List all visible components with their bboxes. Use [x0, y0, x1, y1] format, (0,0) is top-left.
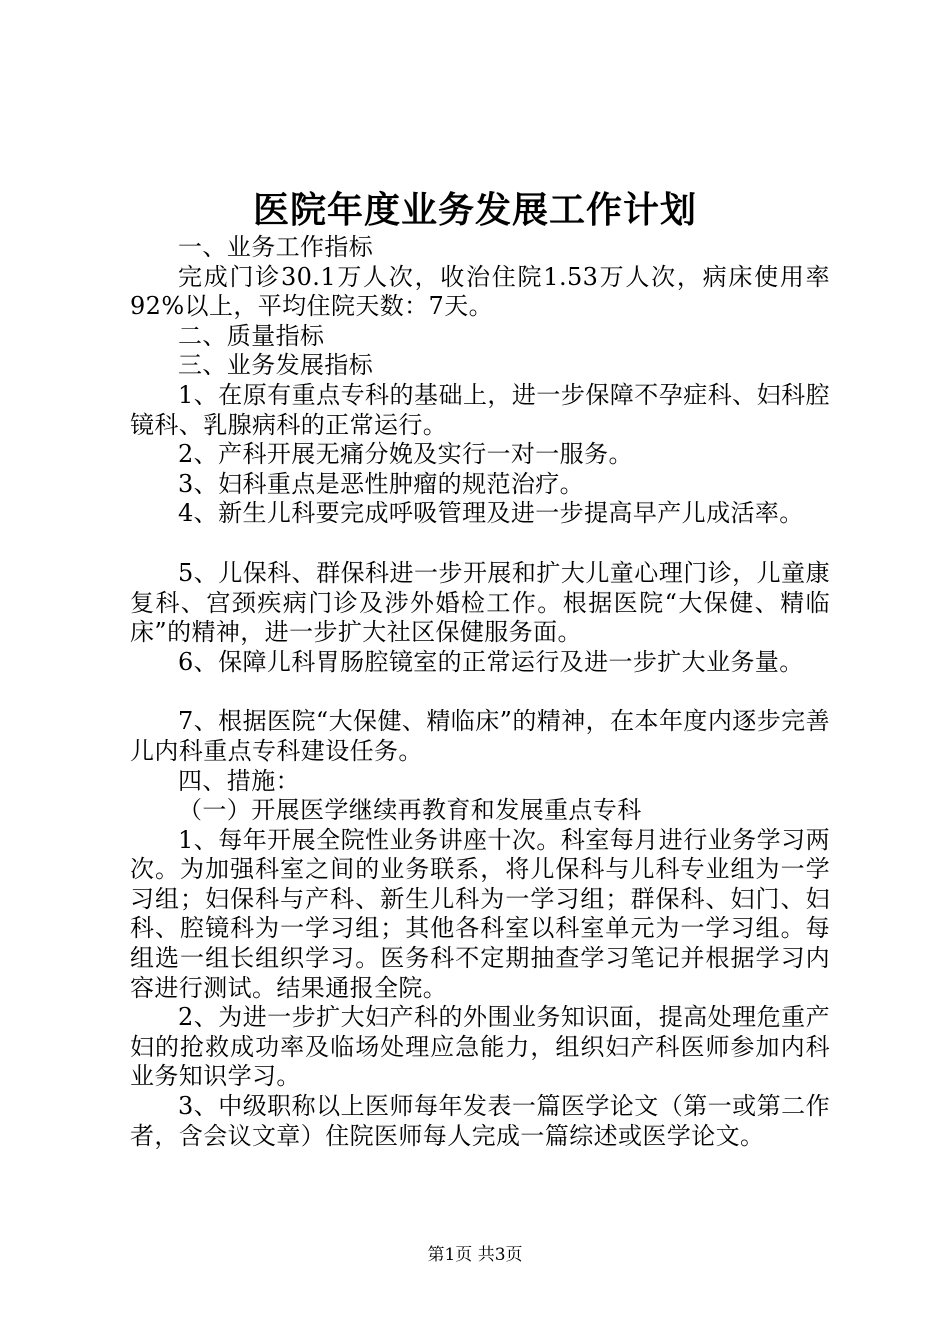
section-heading-3: 三、业务发展指标 — [178, 351, 374, 380]
list-item-3: 3、妇科重点是恶性肿瘤的规范治疗。 — [178, 469, 585, 498]
paragraph-targets: 完成门诊30.1万人次，收治住院1.53万人次，病床使用率92%以上，平均住院天数：7天。 — [130, 262, 830, 321]
section-heading-2: 二、质量指标 — [178, 321, 325, 350]
measure-item-1: 1、每年开展全院性业务讲座十次。科室每月进行业务学习两次。为加强科室之间的业务联系，将儿保科与儿科专业组为一学习组；妇保科与产科、新生儿科为一学习组；群保科、妇门、妇科、腔镜科为一学习组；其他各科室以科室单元为一学习组。每组选一组长组织学习。医务科不定期抽查学习笔记并根据学习内容进行测试。结果通报全院。 — [130, 825, 830, 1002]
list-item-5: 5、儿保科、群保科进一步开展和扩大儿童心理门诊，儿童康复科、宫颈疾病门诊及涉外婚检工作。根据医院“大保健、精临床”的精神，进一步扩大社区保健服务面。 — [130, 558, 830, 647]
list-item-1: 1、在原有重点专科的基础上，进一步保障不孕症科、妇科腔镜科、乳腺病科的正常运行。 — [130, 380, 830, 439]
section-heading-1: 一、业务工作指标 — [178, 233, 374, 261]
measure-item-3: 3、中级职称以上医师每年发表一篇医学论文（第一或第二作者，含会议文章）住院医师每人完成一篇综述或医学论文。 — [130, 1092, 830, 1150]
document-body — [130, 233, 830, 1151]
subsection-heading-1: （一）开展医学继续再教育和发展重点专科 — [178, 796, 642, 825]
section-heading-4: 四、措施： — [178, 766, 300, 795]
list-item-7: 7、根据医院“大保健、精临床”的精神，在本年度内逐步完善儿内科重点专科建设任务。 — [130, 707, 830, 765]
page-footer: 第1页 共3页 — [427, 1245, 523, 1265]
list-item-4: 4、新生儿科要完成呼吸管理及进一步提高早产儿成活率。 — [178, 499, 804, 528]
list-item-6: 6、保障儿科胃肠腔镜室的正常运行及进一步扩大业务量。 — [178, 647, 804, 676]
list-item-2: 2、产科开展无痛分娩及实行一对一服务。 — [178, 440, 633, 469]
document-title: 医院年度业务发展工作计划 — [252, 189, 697, 231]
measure-item-2: 2、为进一步扩大妇产科的外围业务知识面，提高处理危重产妇的抢救成功率及临场处理应急能力，组织妇产科医师参加内科业务知识学习。 — [130, 1003, 830, 1091]
